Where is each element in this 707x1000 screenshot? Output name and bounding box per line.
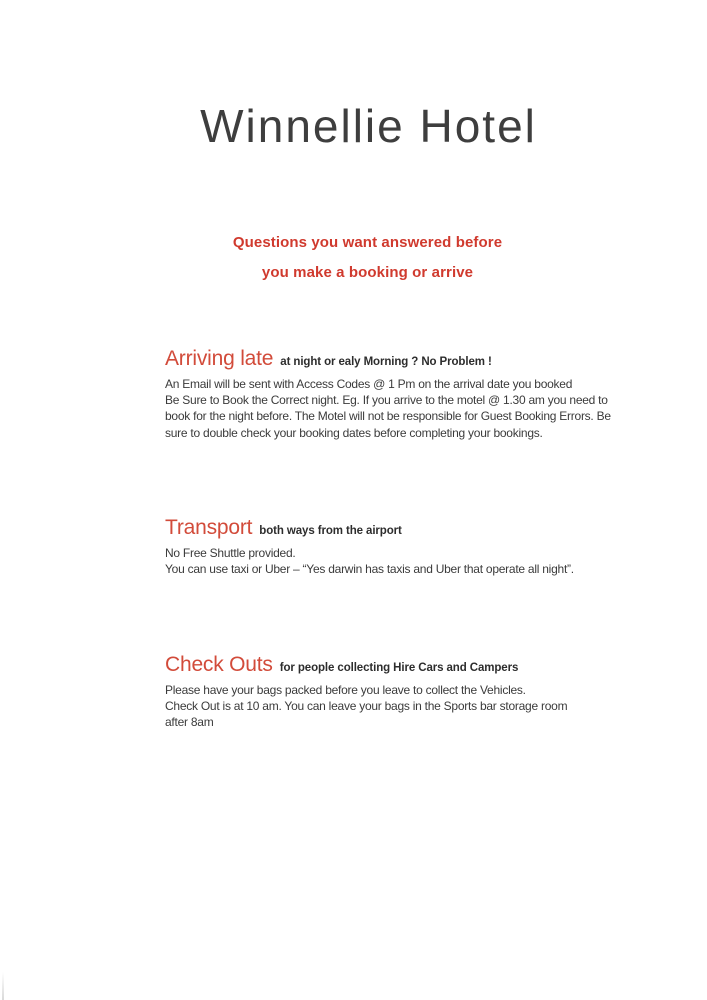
section-heading-row: [165, 653, 613, 677]
body-text-line: sure to double check your booking dates before completing your bookings.: [165, 425, 543, 440]
body-text-line: Check Out is at 10 am. You can leave your bags in the Sports bar storage room: [165, 699, 568, 714]
section-subtitle: at night or ealy Morning ? No Problem !: [280, 356, 492, 368]
section-body: [165, 545, 613, 577]
body-text-line: Please have your bags packed before you leave to collect the Vehicles.: [165, 683, 526, 697]
section-heading-row: [165, 347, 613, 371]
scan-edge-artifact: [2, 972, 4, 1000]
body-text-line: No Free Shuttle provided.: [165, 546, 296, 560]
section-body: [165, 376, 613, 441]
body-text-line: You can use taxi or Uber – “Yes darwin has taxis and Uber that operate all night”.: [165, 562, 574, 577]
section-transport: [165, 516, 613, 577]
body-text-line: Be Sure to Book the Correct night. Eg. If you arrive to the motel @ 1.30 am you need to: [165, 393, 608, 408]
body-text-line: after 8am: [165, 715, 214, 730]
intro-subtitle-line-2: you make a booking or arrive: [261, 264, 474, 281]
body-text-line: An Email will be sent with Access Codes @ 1 Pm on the arrival date you booked: [165, 377, 573, 391]
intro-subtitle-line-1: Questions you want answered before: [232, 234, 503, 251]
page-title: Winnellie Hotel: [200, 100, 537, 152]
section-heading-row: [165, 516, 613, 540]
section-title: Check Outs: [165, 653, 273, 676]
intro-subtitle: [0, 228, 707, 288]
body-text-line: book for the night before. The Motel will not be responsible for Guest Booking Errors. Be: [165, 409, 611, 424]
section-title: Transport: [165, 516, 253, 539]
section-subtitle: for people collecting Hire Cars and Campers: [279, 662, 519, 674]
section-title: Arriving late: [165, 347, 274, 370]
section-subtitle: both ways from the airport: [259, 525, 402, 537]
section-body: [165, 682, 613, 731]
section-arriving-late: [165, 347, 613, 441]
section-check-outs: [165, 653, 613, 731]
